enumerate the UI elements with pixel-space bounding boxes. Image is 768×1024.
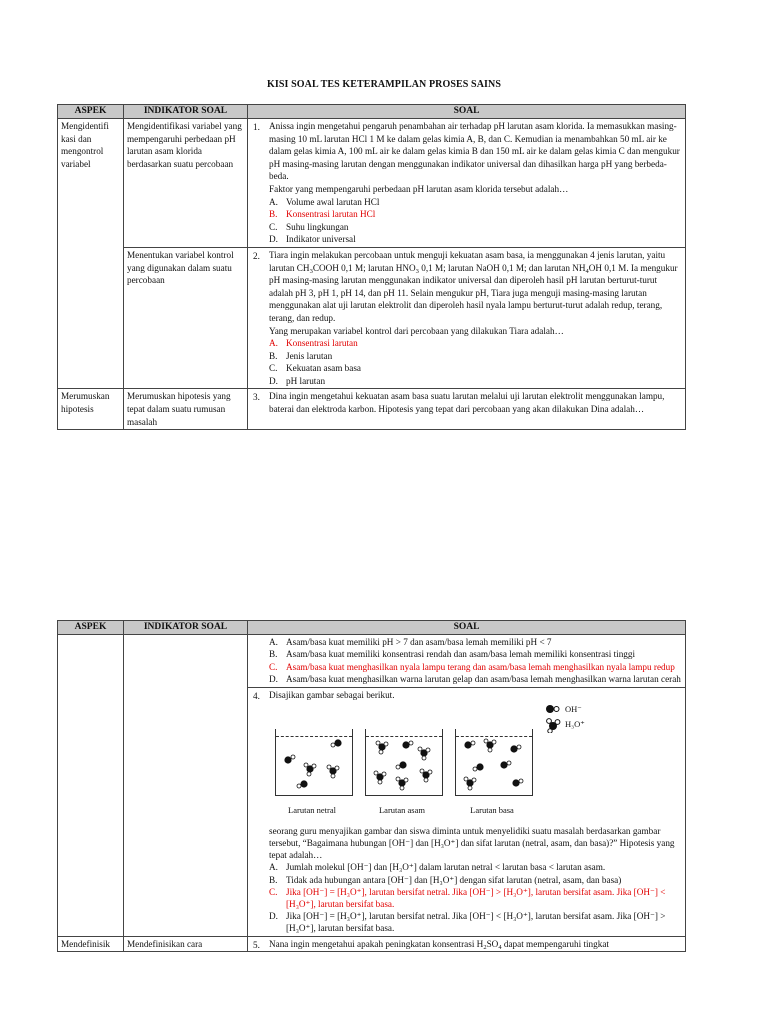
beaker-netral	[275, 729, 353, 796]
legend-h3o: H₃O⁺	[565, 718, 585, 729]
oh-ion-icon	[473, 763, 484, 771]
table-header-row	[58, 621, 686, 635]
legend-oh: OH⁻	[565, 703, 582, 714]
option-d: D. Indikator universal	[269, 234, 356, 245]
option-b: B. Tidak ada hubungan antara [OH⁻] dan [H₃O⁺] dengan sifat larutan (netral, asam, dan basa)	[269, 874, 622, 885]
indikator-cell: Menentukan variabel kontrol yang digunakan dalam suatu percobaan	[124, 247, 248, 389]
h3o-ion-icon	[420, 769, 432, 782]
oh-ion-icon	[297, 780, 308, 788]
question-table-1	[57, 104, 686, 430]
option-a: A. Asam/basa kuat memiliki pH > 7 dan asam/basa lemah memiliki pH < 7	[269, 637, 552, 647]
soal-cell	[248, 687, 686, 936]
question-number: 1.	[253, 122, 260, 132]
option-b-correct: B. Konsentrasi larutan HCl	[269, 209, 376, 220]
question-prompt: Faktor yang mempengaruhi perbedaan pH larutan asam klorida tersebut adalah…	[269, 183, 569, 194]
beaker-basa	[455, 729, 533, 796]
question-text: Anissa ingin mengetahui pengaruh penambahan air terhadap pH larutan asam klorida. Ia memasukkan masing-masing 10 mL larutan HCl 1 M ke dalam gelas kimia A, B, dan C. Kemudian ia menambahkan 50 mL air ke dalam gelas kimia A, 100 mL air ke dalam gelas kimia B dan 150 mL air ke dalam gelas kimia C dan mengukur pH masing-masing larutan dengan menggunakan indikator universal dan dihasilkan harga pH yang berbeda-beda.	[269, 121, 680, 182]
option-a-correct: A. Konsentrasi larutan	[269, 338, 358, 349]
oh-ion-icon	[331, 739, 342, 747]
header-aspek: ASPEK	[58, 621, 124, 635]
h3o-ion-icon	[464, 777, 476, 790]
label-netral: Larutan netral	[288, 804, 336, 815]
h3o-ion-icon	[304, 763, 316, 776]
label-asam: Larutan asam	[378, 804, 426, 815]
oh-ion-icon	[402, 741, 413, 749]
label-basa: Larutan basa	[470, 804, 514, 815]
soal-cell	[248, 119, 686, 248]
table-row	[58, 247, 686, 389]
option-b: B. Asam/basa kuat memiliki konsentrasi rendah dan asam/basa lemah memiliki konsentrasi tinggi	[269, 649, 636, 660]
option-c: C. Kekuatan asam basa	[269, 363, 361, 374]
header-indikator: INDIKATOR SOAL	[124, 105, 248, 119]
option-c: C. Suhu lingkungan	[269, 221, 349, 232]
question-number: 2.	[253, 250, 260, 261]
indikator-cell: Mendefinisikan cara	[124, 936, 248, 952]
h3o-ion-icon	[484, 739, 496, 752]
question-text: Nana ingin mengetahui apakah peningkatan konsentrasi $H_2SO_4$ dapat mempengaruhi tingkat	[269, 938, 609, 951]
oh-ion-icon	[396, 761, 407, 769]
oh-ion-icon	[284, 755, 295, 764]
h3o-ion-icon	[396, 777, 408, 790]
h3o-legend-icon	[545, 717, 561, 733]
oh-ion-icon	[464, 741, 475, 749]
aspek-cell: Merumuskan hipotesis	[58, 389, 124, 430]
soal-cell	[248, 389, 686, 430]
option-d: D. pH larutan	[269, 375, 326, 386]
h3o-ion-icon	[327, 765, 339, 778]
h3o-ion-icon	[374, 771, 386, 784]
h3o-ion-icon	[418, 747, 430, 760]
table-row	[58, 119, 686, 248]
oh-legend-icon	[545, 703, 561, 715]
option-a: A. Jumlah molekul [OH⁻] dan [H₃O⁺] dalam larutan netral < larutan basa < larutan asam.	[269, 862, 606, 873]
option-c-correct: C. Asam/basa kuat menghasilkan nyala lampu terang dan asam/basa lemah menghasilkan nyala lampu redup	[269, 661, 675, 672]
option-d: D. Jika [OH⁻] = [H₃O⁺], larutan bersifat netral. Jika [OH⁻] < [H₃O⁺], larutan bersifat asam. Jika [OH⁻] > [H₃O⁺], larutan bersifat basa.	[269, 911, 666, 934]
header-aspek: ASPEK	[58, 105, 124, 119]
h3o-ion-icon	[376, 741, 388, 754]
table-row	[58, 389, 686, 430]
option-b: B. Jenis larutan	[269, 350, 333, 361]
header-soal: SOAL	[248, 105, 686, 119]
question-number: 4.	[253, 690, 260, 701]
header-soal: SOAL	[248, 621, 686, 635]
question-prompt: Yang merupakan variabel kontrol dari percobaan yang dilakukan Tiara adalah…	[269, 325, 564, 336]
question-table-2	[57, 620, 686, 952]
question-text: Tiara ingin melakukan percobaan untuk menguji kekuatan asam basa, ia menggunakan 4 jenis larutan, yaitu larutan $CH_3COOH$ 0,1 M; larutan $HNO_3$ 0,1 M; larutan NaOH 0,1 M; dan larutan $NH_4OH$ 0,1 M. Ia mengukur pH masing-masing larutan menggunakan indikator universal dan diperoleh hasil pH larutan berturut-turut adalah pH 3, pH 1, pH 14, dan pH 11. Selain mengukur pH, Tiara juga menguji masing-masing larutan menggunakan alat uji larutan elektrolit dan diperoleh hasil nyala lampu berturut-turut adalah redup, terang, terang, dan redup.	[269, 249, 678, 323]
beaker-asam	[365, 729, 443, 796]
option-d: D. Asam/basa kuat menghasilkan warna larutan gelap dan asam/basa lemah menghasilkan warna larutan cerah	[269, 674, 681, 685]
oh-ion-icon	[510, 745, 521, 753]
aspek-cell	[58, 635, 124, 937]
aspek-cell: Mendefinisik	[58, 936, 124, 952]
question-number: 5.	[253, 939, 260, 950]
option-c-correct: C. Jika [OH⁻] = [H₃O⁺], larutan bersifat netral. Jika [OH⁻] > [H₃O⁺], larutan bersifat asam. Jika [OH⁻] < [H₃O⁺], larutan bersifat basa.	[269, 886, 666, 910]
question-number: 3.	[253, 392, 260, 403]
soal-cell	[248, 936, 686, 952]
table-header-row	[58, 105, 686, 119]
indikator-cell	[124, 635, 248, 937]
question-text: Dina ingin mengetahui kekuatan asam basa suatu larutan melalui uji larutan elektrolit menggunakan lampu, baterai dan elektroda karbon. Hipotesis yang tepat dari percobaan yang akan dilakukan Dina adalah…	[269, 391, 665, 415]
question-text: seorang guru menyajikan gambar dan siswa diminta untuk menyelidiki suatu masalah berdasarkan gambar tersebut, “Bagaimana hubungan [OH⁻] dan [H₃O⁺] dan sifat larutan (netral, asam, dan basa)?” Hipotesis yang tepat adalah…	[269, 825, 675, 861]
oh-ion-icon	[512, 779, 523, 787]
header-indikator: INDIKATOR SOAL	[124, 621, 248, 635]
oh-ion-icon	[500, 761, 511, 769]
indikator-cell: Mengidentifikasi variabel yang mempengaruhi perbedaan pH larutan asam klorida berdasarkan suatu percobaan	[124, 119, 248, 248]
question-intro: Disajikan gambar sebagai berikut.	[269, 689, 395, 700]
soal-cell	[248, 247, 686, 389]
table-row	[58, 635, 686, 688]
document-title: KISI SOAL TES KETERAMPILAN PROSES SAINS	[266, 79, 502, 90]
aspek-cell: Mengidentifi kasi dan mengontrol variabel	[58, 119, 124, 389]
table-row	[58, 936, 686, 952]
beaker-figure	[269, 701, 682, 825]
option-a: A. Volume awal larutan HCl	[269, 196, 380, 207]
soal-cell	[248, 635, 686, 688]
indikator-cell: Merumuskan hipotesis yang tepat dalam suatu rumusan masalah	[124, 389, 248, 430]
